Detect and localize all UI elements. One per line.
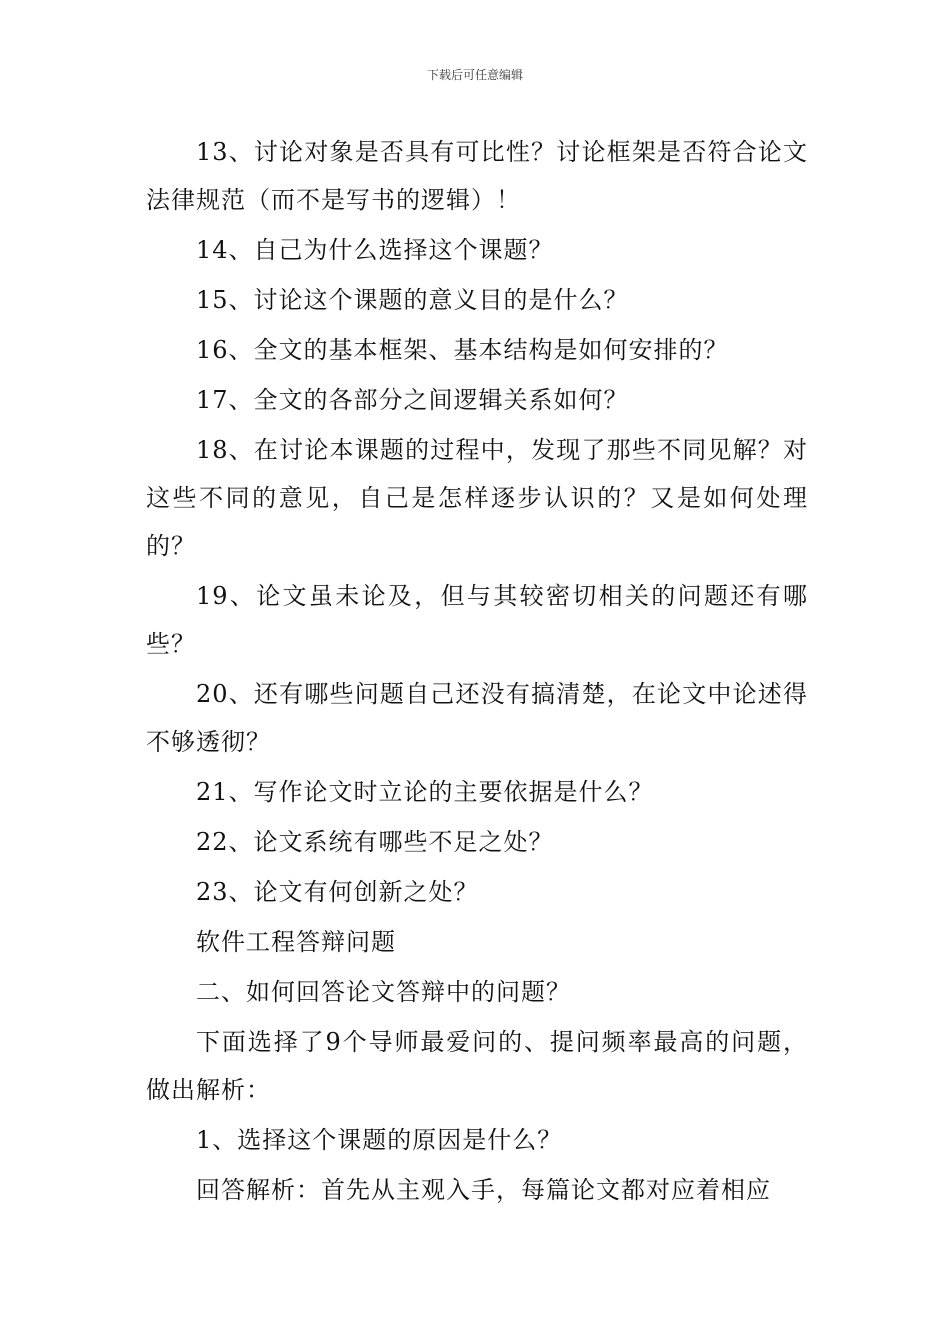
paragraph-13: 13、讨论对象是否具有可比性？讨论框架是否符合论文法律规范（而不是写书的逻辑）！ [146, 138, 808, 214]
paragraph-19: 19、论文虽未论及，但与其较密切相关的问题还有哪些？ [146, 582, 808, 658]
paragraph-14: 14、自己为什么选择这个课题？ [196, 236, 554, 264]
intro-paragraph: 下面选择了9个导师最爱问的、提问频率最高的问题，做出解析： [146, 1028, 808, 1104]
document-body [146, 128, 808, 1216]
paragraph-18: 18、在讨论本课题的过程中，发现了那些不同见解？对这些不同的意见，自己是怎样逐步认识的？又是如何处理的？ [146, 436, 808, 560]
paragraph-15: 15、讨论这个课题的意义目的是什么？ [196, 286, 629, 314]
paragraph-16: 16、全文的基本框架、基本结构是如何安排的？ [196, 336, 729, 364]
paragraph-23: 23、论文有何创新之处？ [196, 878, 479, 906]
section-heading-software-engineering: 软件工程答辩问题 [196, 928, 396, 956]
paragraph-21: 21、写作论文时立论的主要依据是什么？ [196, 778, 654, 806]
answer-analysis: 回答解析：首先从主观入手，每篇论文都对应着相应 [196, 1176, 771, 1204]
question-1: 1、选择这个课题的原因是什么？ [196, 1126, 563, 1154]
paragraph-20: 20、还有哪些问题自己还没有搞清楚，在论文中论述得不够透彻？ [146, 680, 808, 756]
paragraph-17: 17、全文的各部分之间逻辑关系如何？ [196, 386, 629, 414]
page-header: 下载后可任意编辑 [426, 68, 523, 82]
paragraph-22: 22、论文系统有哪些不足之处？ [196, 828, 554, 856]
section-heading-how-to-answer: 二、如何回答论文答辩中的问题？ [196, 978, 571, 1006]
